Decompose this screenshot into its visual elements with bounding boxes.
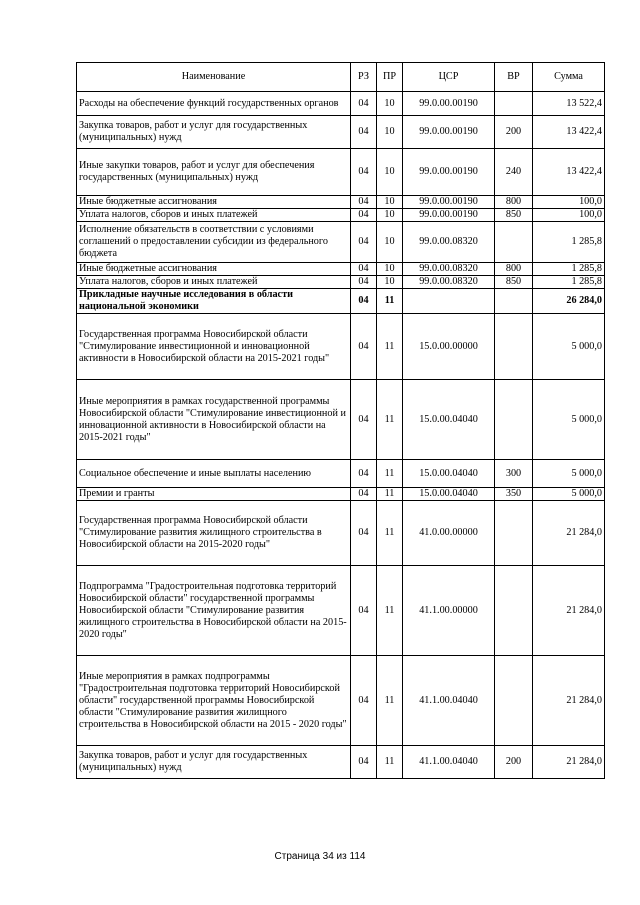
cell-rz: 04 (351, 222, 377, 263)
cell-vr: 240 (495, 149, 533, 196)
cell-name: Премии и гранты (77, 488, 351, 501)
cell-sum: 1 285,8 (533, 276, 605, 289)
cell-vr: 800 (495, 263, 533, 276)
table-row (77, 116, 605, 149)
cell-csr: 99.0.00.00190 (403, 116, 495, 149)
header-vr: ВР (495, 63, 533, 92)
cell-name: Иные закупки товаров, работ и услуг для обеспечения государственных (муниципальных) нужд (77, 149, 351, 196)
cell-rz: 04 (351, 196, 377, 209)
cell-name: Государственная программа Новосибирской области "Стимулирование развития жилищного строительства в Новосибирской области на 2015-2020 годы" (77, 501, 351, 566)
cell-rz: 04 (351, 488, 377, 501)
cell-pr: 10 (377, 263, 403, 276)
cell-csr: 15.0.00.04040 (403, 380, 495, 460)
cell-name: Иные мероприятия в рамках подпрограммы "Градостроительная подготовка территорий Новосибирской области" государственной программы Новосибирской области "Стимулирование развития жилищного строительства в Новосибирской области на 2015 - 2020 годы" (77, 656, 351, 746)
cell-vr: 350 (495, 488, 533, 501)
cell-rz: 04 (351, 263, 377, 276)
header-sum: Сумма (533, 63, 605, 92)
cell-csr: 15.0.00.04040 (403, 488, 495, 501)
cell-csr: 99.0.00.00190 (403, 209, 495, 222)
table-row (77, 289, 605, 314)
cell-sum: 26 284,0 (533, 289, 605, 314)
cell-name: Расходы на обеспечение функций государственных органов (77, 92, 351, 116)
cell-sum: 21 284,0 (533, 746, 605, 779)
cell-pr: 10 (377, 209, 403, 222)
cell-sum: 5 000,0 (533, 314, 605, 380)
table-row (77, 276, 605, 289)
cell-vr (495, 222, 533, 263)
cell-name: Государственная программа Новосибирской области "Стимулирование инвестиционной и инновационной активности в Новосибирской области на 2015-2021 годы" (77, 314, 351, 380)
table-row (77, 222, 605, 263)
cell-sum: 13 522,4 (533, 92, 605, 116)
cell-sum: 5 000,0 (533, 460, 605, 488)
cell-csr: 41.1.00.04040 (403, 746, 495, 779)
cell-vr: 200 (495, 116, 533, 149)
cell-csr: 15.0.00.04040 (403, 460, 495, 488)
cell-pr: 11 (377, 289, 403, 314)
cell-rz: 04 (351, 656, 377, 746)
cell-name: Подпрограмма "Градостроительная подготовка территорий Новосибирской области" государственной программы Новосибирской области "Стимулирование развития жилищного строительства в Новосибирской области на 2015-2020 годы" (77, 566, 351, 656)
cell-csr: 99.0.00.08320 (403, 222, 495, 263)
cell-name: Закупка товаров, работ и услуг для государственных (муниципальных) нужд (77, 746, 351, 779)
cell-sum: 21 284,0 (533, 566, 605, 656)
table-row (77, 460, 605, 488)
cell-sum: 1 285,8 (533, 222, 605, 263)
cell-csr: 15.0.00.00000 (403, 314, 495, 380)
budget-table (76, 62, 605, 779)
cell-vr (495, 566, 533, 656)
cell-csr: 41.1.00.00000 (403, 566, 495, 656)
cell-name: Прикладные научные исследования в области национальной экономики (77, 289, 351, 314)
cell-csr: 99.0.00.00190 (403, 196, 495, 209)
cell-name: Иные мероприятия в рамках государственной программы Новосибирской области "Стимулирование инвестиционной и инновационной активности в Новосибирской области на 2015-2021 годы" (77, 380, 351, 460)
header-rz: РЗ (351, 63, 377, 92)
cell-csr: 99.0.00.00190 (403, 149, 495, 196)
cell-vr: 800 (495, 196, 533, 209)
cell-vr: 850 (495, 276, 533, 289)
cell-csr: 99.0.00.08320 (403, 263, 495, 276)
cell-sum: 13 422,4 (533, 116, 605, 149)
cell-name: Иные бюджетные ассигнования (77, 263, 351, 276)
cell-pr: 11 (377, 746, 403, 779)
cell-csr (403, 289, 495, 314)
table-header-row (77, 63, 605, 92)
cell-rz: 04 (351, 460, 377, 488)
cell-rz: 04 (351, 116, 377, 149)
cell-vr (495, 501, 533, 566)
cell-name: Уплата налогов, сборов и иных платежей (77, 209, 351, 222)
cell-pr: 11 (377, 314, 403, 380)
table-row (77, 92, 605, 116)
cell-name: Уплата налогов, сборов и иных платежей (77, 276, 351, 289)
header-name: Наименование (77, 63, 351, 92)
table-row (77, 263, 605, 276)
table-row (77, 209, 605, 222)
cell-pr: 11 (377, 566, 403, 656)
table-row (77, 566, 605, 656)
cell-sum: 1 285,8 (533, 263, 605, 276)
cell-csr: 41.1.00.04040 (403, 656, 495, 746)
table-row (77, 488, 605, 501)
cell-name: Исполнение обязательств в соответствии с условиями соглашений о предоставлении субсидии из федерального бюджета (77, 222, 351, 263)
cell-vr (495, 380, 533, 460)
cell-rz: 04 (351, 566, 377, 656)
cell-pr: 10 (377, 196, 403, 209)
cell-vr: 200 (495, 746, 533, 779)
cell-vr: 850 (495, 209, 533, 222)
cell-rz: 04 (351, 746, 377, 779)
cell-csr: 99.0.00.00190 (403, 92, 495, 116)
cell-sum: 13 422,4 (533, 149, 605, 196)
page-footer: Страница 34 из 114 (274, 851, 366, 862)
cell-vr: 300 (495, 460, 533, 488)
cell-rz: 04 (351, 380, 377, 460)
cell-pr: 10 (377, 149, 403, 196)
cell-rz: 04 (351, 149, 377, 196)
cell-pr: 11 (377, 501, 403, 566)
table-row (77, 501, 605, 566)
cell-vr (495, 656, 533, 746)
cell-pr: 10 (377, 222, 403, 263)
cell-vr (495, 314, 533, 380)
header-pr: ПР (377, 63, 403, 92)
cell-sum: 5 000,0 (533, 488, 605, 501)
header-csr: ЦСР (403, 63, 495, 92)
cell-sum: 100,0 (533, 196, 605, 209)
table-row (77, 746, 605, 779)
cell-pr: 11 (377, 460, 403, 488)
table-row (77, 196, 605, 209)
cell-rz: 04 (351, 314, 377, 380)
cell-rz: 04 (351, 501, 377, 566)
cell-rz: 04 (351, 289, 377, 314)
cell-rz: 04 (351, 209, 377, 222)
table-row (77, 149, 605, 196)
cell-rz: 04 (351, 92, 377, 116)
cell-sum: 5 000,0 (533, 380, 605, 460)
cell-pr: 11 (377, 380, 403, 460)
table-row (77, 656, 605, 746)
cell-sum: 21 284,0 (533, 501, 605, 566)
cell-sum: 21 284,0 (533, 656, 605, 746)
cell-name: Закупка товаров, работ и услуг для государственных (муниципальных) нужд (77, 116, 351, 149)
cell-pr: 10 (377, 92, 403, 116)
cell-pr: 11 (377, 656, 403, 746)
cell-name: Социальное обеспечение и иные выплаты населению (77, 460, 351, 488)
cell-sum: 100,0 (533, 209, 605, 222)
cell-csr: 99.0.00.08320 (403, 276, 495, 289)
table-row (77, 314, 605, 380)
cell-rz: 04 (351, 276, 377, 289)
cell-pr: 11 (377, 488, 403, 501)
cell-vr (495, 289, 533, 314)
cell-csr: 41.0.00.00000 (403, 501, 495, 566)
cell-pr: 10 (377, 116, 403, 149)
cell-vr (495, 92, 533, 116)
cell-pr: 10 (377, 276, 403, 289)
cell-name: Иные бюджетные ассигнования (77, 196, 351, 209)
table-row (77, 380, 605, 460)
